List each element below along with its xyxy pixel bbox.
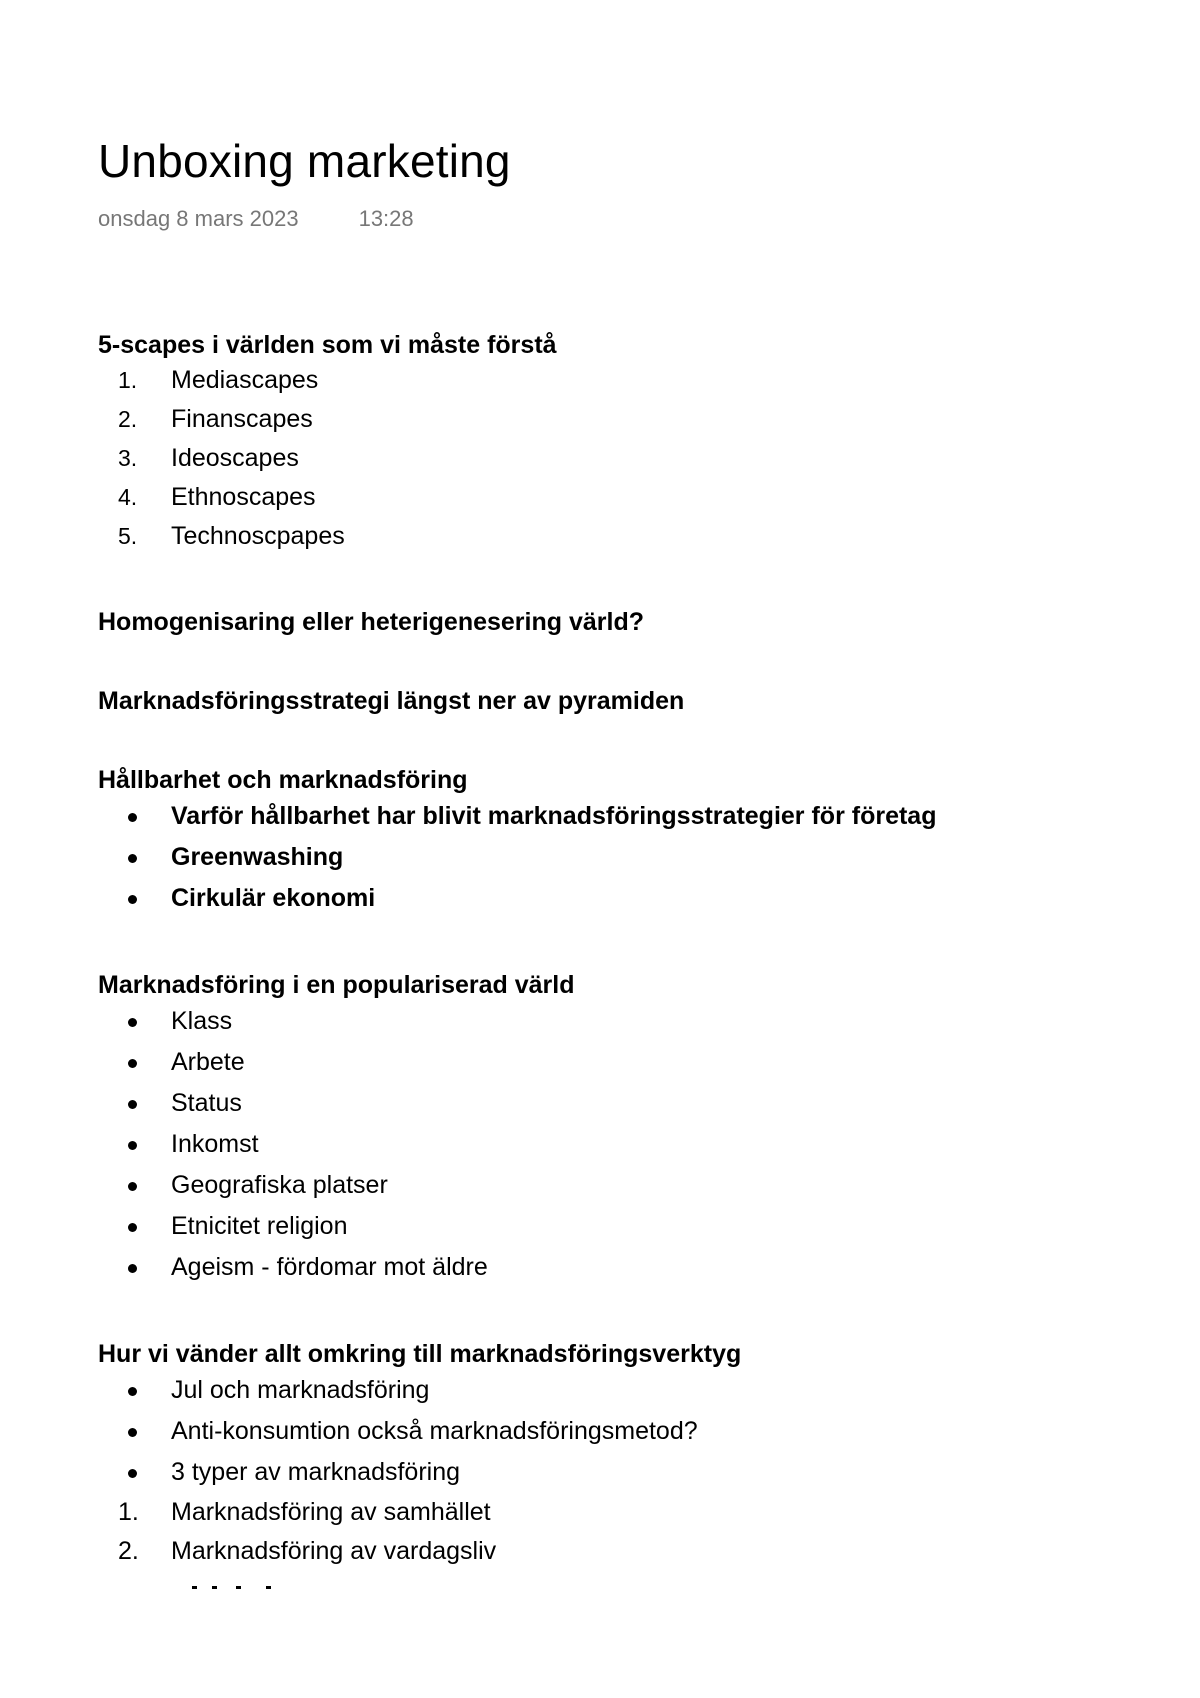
list-item-text: Etnicitet religion — [171, 1212, 348, 1240]
clipped-text-remnant — [170, 1582, 330, 1590]
bullet-icon — [128, 1469, 137, 1478]
list-item — [98, 1493, 1118, 1532]
list-item — [98, 837, 1118, 878]
numbered-list — [98, 1493, 1118, 1571]
bullet-icon — [128, 1182, 137, 1191]
list-item — [98, 796, 1118, 837]
list-item-text: Jul och marknadsföring — [171, 1376, 430, 1404]
list-item — [98, 1165, 1118, 1206]
bullet-icon — [128, 1387, 137, 1396]
list-item-text: Cirkulär ekonomi — [171, 884, 376, 912]
list-item — [98, 1452, 1118, 1493]
list-item — [98, 1206, 1118, 1247]
page-time: 13:28 — [358, 206, 414, 231]
section-homogen — [98, 606, 1118, 638]
list-item-text: Marknadsföring av vardagsliv — [171, 1537, 497, 1565]
section-marketing-tools — [98, 1338, 1118, 1571]
list-item-text: Ideoscapes — [171, 444, 299, 472]
bullet-icon — [128, 1223, 137, 1232]
list-item — [98, 1083, 1118, 1124]
list-number: 4. — [118, 484, 138, 510]
list-item — [98, 439, 1118, 478]
list-number: 3. — [118, 445, 138, 471]
page-meta — [98, 206, 414, 232]
section-heading: Marknadsföring i en populariserad värld — [98, 971, 575, 999]
bullet-icon — [128, 854, 137, 863]
list-item-text: Anti-konsumtion också marknadsföringsmetod? — [171, 1417, 698, 1445]
section-pyramid — [98, 685, 1118, 717]
list-item — [98, 1001, 1118, 1042]
section-sustainability — [98, 764, 1118, 919]
bullet-icon — [128, 1428, 137, 1437]
list-item — [98, 478, 1118, 517]
bullet-icon — [128, 1018, 137, 1027]
section-heading: Hållbarhet och marknadsföring — [98, 766, 468, 794]
list-number: 2. — [118, 406, 138, 432]
bullet-icon — [128, 1100, 137, 1109]
list-number: 5. — [118, 523, 138, 549]
list-item-text: 3 typer av marknadsföring — [171, 1458, 461, 1486]
list-item — [98, 1124, 1118, 1165]
list-item-text: Mediascapes — [171, 366, 319, 394]
list-item-text: Varför hållbarhet har blivit marknadsföringsstrategier för företag — [171, 802, 937, 830]
section-heading: Homogenisaring eller heterigenesering värld? — [98, 608, 644, 636]
list-item-text: Greenwashing — [171, 843, 344, 871]
list-item — [98, 1411, 1118, 1452]
list-item-text: Geografiska platser — [171, 1171, 388, 1199]
bullet-list — [98, 796, 1118, 919]
list-item — [98, 1042, 1118, 1083]
bullet-list — [98, 1370, 1118, 1493]
numbered-list — [98, 361, 1118, 556]
list-item-text: Klass — [171, 1007, 233, 1035]
list-item-text: Ageism - fördomar mot äldre — [171, 1253, 488, 1281]
section-popularised — [98, 969, 1118, 1288]
page-title: Unboxing marketing — [98, 135, 511, 187]
list-number: 1. — [118, 1498, 139, 1526]
list-item-text: Arbete — [171, 1048, 245, 1076]
list-item-text: Inkomst — [171, 1130, 259, 1158]
list-item-text: Marknadsföring av samhället — [171, 1498, 491, 1526]
bullet-icon — [128, 813, 137, 822]
list-item — [98, 517, 1118, 556]
list-item-text: Finanscapes — [171, 405, 313, 433]
list-number: 2. — [118, 1537, 139, 1565]
list-item — [98, 361, 1118, 400]
page-date: onsdag 8 mars 2023 — [98, 206, 299, 231]
list-item-text: Status — [171, 1089, 242, 1117]
bullet-icon — [128, 1141, 137, 1150]
section-heading: 5-scapes i världen som vi måste förstå — [98, 331, 557, 359]
bullet-icon — [128, 1264, 137, 1273]
list-item — [98, 1532, 1118, 1571]
list-item — [98, 400, 1118, 439]
section-heading: Hur vi vänder allt omkring till marknadsföringsverktyg — [98, 1340, 742, 1368]
bullet-list — [98, 1001, 1118, 1288]
bullet-icon — [128, 895, 137, 904]
list-number: 1. — [118, 367, 138, 393]
list-item — [98, 1370, 1118, 1411]
bullet-icon — [128, 1059, 137, 1068]
section-scapes — [98, 329, 1118, 556]
section-heading: Marknadsföringsstrategi längst ner av pyramiden — [98, 687, 685, 715]
list-item — [98, 1247, 1118, 1288]
list-item-text: Ethnoscapes — [171, 483, 316, 511]
list-item-text: Technoscpapes — [171, 522, 345, 550]
list-item — [98, 878, 1118, 919]
